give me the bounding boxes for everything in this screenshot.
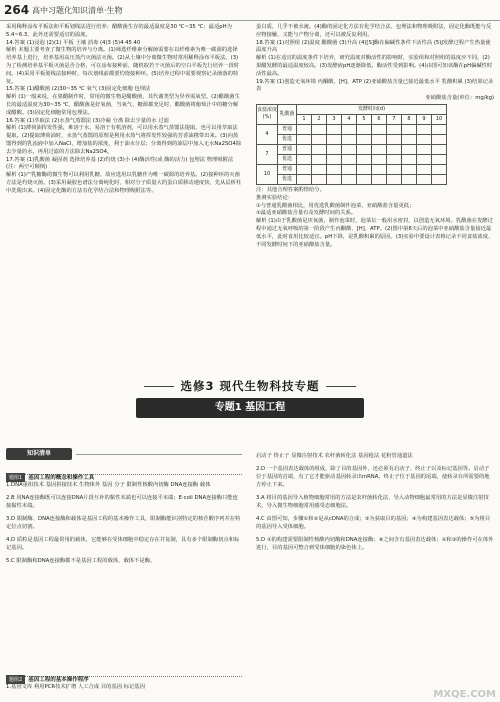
paragraph: 解析 (1)一般来说，在果醋制作时，常用的微生物是醋酸菌，其代谢类型为异养需氧型。(2)醋酸菌生长的最适温度为30~35 ℃，醋酸菌是好氧菌，当氧气、糖源都充足时，醋酸菌将葡萄汁中的糖分解成醋酸。(3)固定化细胞常用包埋法。: [6, 94, 240, 116]
paragraph: 2.D 一个基因表达载体的组成，除了目的基因外，还必须有启动子、终止子以及标记基因等。启动子位于基因的首端，有了它才能驱动基因转录出mRNA。终止子位于基因的尾端，使转录在所需要的地方停止下来。: [256, 466, 490, 488]
value-cell: [417, 134, 432, 144]
results-table: [256, 104, 447, 185]
paragraph: 15.答案 (1)醋酸菌 (2)30~35 ℃ 氧气 (3)固定化细胞 包埋法: [6, 86, 151, 93]
paragraph: 注：其他合理答案酌情给分。: [256, 186, 325, 193]
value-cell: [342, 144, 357, 154]
value-cell: [312, 144, 327, 154]
value-cell: [327, 144, 342, 154]
value-cell: [372, 144, 387, 154]
day-header: 1: [297, 114, 312, 124]
paragraph: 16.答案 (1)萃取法 (2)水蒸气蒸馏法 (3)冷凝 分离 除去少量的水 过滤: [6, 117, 169, 124]
table-row: [257, 124, 447, 134]
day-header: 7: [387, 114, 402, 124]
paragraph: 3.D 限制酶、DNA连接酶和载体是基因工程的基本操作工具，限制酶能识别特定的核苷酸序列并在特定位点切割。: [6, 516, 241, 531]
salt-cell: 7: [257, 144, 278, 164]
paragraph: 1.基因文库 利用PCR技术扩增 人工合成 目的基因 标记基因: [6, 684, 145, 691]
value-cell: [327, 154, 342, 164]
value-cell: [297, 124, 312, 134]
bacteria-cell: 优选: [278, 134, 297, 144]
paragraph: 推测实验结论：: [256, 194, 294, 201]
value-cell: [297, 174, 312, 184]
divider: [76, 454, 242, 455]
value-cell: [417, 144, 432, 154]
value-cell: [402, 174, 417, 184]
value-cell: [357, 164, 372, 174]
value-cell: [402, 124, 417, 134]
value-cell: [297, 154, 312, 164]
paragraph: 解析 (1)在适宜的温度条件下培养，研究温度对酶活性的影响时，实验组和对照组的温度应不同。(2)果醋发酵的最适温度较高。(3)发酵液pH逐渐降低，酶活性受到影响。(4)由图可知该酶在pH偏碱性时活性最高。: [256, 55, 493, 77]
day-header: 4: [342, 114, 357, 124]
right-column-bottom: [256, 448, 494, 558]
day-header: 9: [417, 114, 432, 124]
value-cell: [432, 154, 447, 164]
book-title: 高中习题化知识清单·生物: [32, 6, 123, 15]
table-row: [257, 174, 447, 184]
paragraph: 蛋白质，几乎不被水淹。(4)酶的固定化方法有化学结合法、包埋法和物理吸附法，固定化酶既能与反应物接触，又能与产物分离，还可以被反复利用。: [256, 24, 492, 38]
day-header: 10: [432, 114, 447, 124]
bacteria-cell: 优选: [278, 174, 297, 184]
value-cell: [417, 164, 432, 174]
left-column-top: [6, 24, 242, 196]
paragraph: 解析 (1)薄荷油挥发性强，难溶于水，易溶于有机溶剂，可以用水蒸气蒸馏法提取，也可以用萃取法提取。(2)提取薄荷油时，水蒸气蒸馏的原理是利用水蒸气将挥发性较强的芳香油携带出来。(3)向蒸馏得到的乳浊液中加入NaCl，增加盐的浓度，利于油水分层；分离得到的油层中加入无水Na2SO4除去少量的水，再用过滤的方法除去Na2SO4。: [6, 125, 242, 155]
value-cell: [327, 124, 342, 134]
value-cell: [297, 144, 312, 154]
value-cell: [327, 174, 342, 184]
value-cell: [327, 164, 342, 174]
day-header: 6: [372, 114, 387, 124]
value-cell: [417, 174, 432, 184]
table-head-salt: 食盐浓度(%): [257, 104, 278, 124]
paragraph: 1.DNA重组技术 基因拼接技术 生物体外 基因 分子 限制性核酸内切酶 DNA连接酶 载体: [6, 482, 211, 489]
value-cell: [357, 174, 372, 184]
paragraph: 解析 (1)由于乳酸菌是厌氧菌，制作泡菜时，泡菜坛一般用水密封，以创造无氧环境。乳酸菌在发酵过程中通过无氧呼吸的第一阶段产生丙酮酸、[H]、ATP。(2)图中第8天后的泡菜中亚硝酸盐含量接近最低水平，此时食用比较适宜。pH下降，是乳酸积累的原因。(3)实验中要设计表格记录不同食盐浓度、不同发酵时间下的亚硝酸盐含量。: [256, 218, 494, 248]
value-cell: [387, 164, 402, 174]
day-header: 2: [312, 114, 327, 124]
table-row: [257, 134, 447, 144]
table-title: 亚硝酸盐含量(单位：mg/kg): [425, 95, 494, 102]
value-cell: [342, 164, 357, 174]
value-cell: [372, 134, 387, 144]
bacteria-cell: 优选: [278, 154, 297, 164]
bacteria-cell: 普通: [278, 144, 297, 154]
value-cell: [387, 174, 402, 184]
value-cell: [372, 164, 387, 174]
page-number: 264: [4, 3, 30, 17]
value-cell: [432, 164, 447, 174]
paragraph: 14.答案 (1)浸泡 (2)(1) 平板 土壤 消毒 (4)3 (5)4 45 40: [6, 39, 141, 46]
paragraph: 4.C 由图可知，步骤①和②是从cDNA的合成；③为获取目的基因；④为构建基因表达载体；⑤为将目的基因导入受体细胞。: [256, 515, 491, 530]
value-cell: [312, 124, 327, 134]
value-cell: [297, 164, 312, 174]
table-row: [257, 154, 447, 164]
paragraph: 19.答案 (1)创造无氧环境 丙酮酸、[H]、ATP (2)亚硝酸盐含量已接近最低水平 乳酸积累 (3)结果记录表: [256, 78, 494, 93]
right-column-top: [256, 24, 494, 249]
paragraph: 18.答案 (1)对照组 (2)温度 醋酸菌 (3)升高 (4)[S]酶在偏碱性条件下活性高 (5)J发酵过程产生热量使温度升高: [256, 39, 491, 54]
value-cell: [387, 154, 402, 164]
salt-cell: 4: [257, 124, 278, 144]
bacteria-cell: 普通: [278, 164, 297, 174]
value-cell: [312, 134, 327, 144]
value-cell: [402, 154, 417, 164]
paragraph: 采用稀释涂布平板法和平板划线法进行培养；醋酸菌生存的最适温度是30 ℃~35 ℃；最适pH为5.4~6.3，此外还需要适宜的温度。: [6, 24, 232, 38]
value-cell: [357, 124, 372, 134]
day-header: 5: [357, 114, 372, 124]
value-cell: [312, 154, 327, 164]
table-head-bacteria: 乳酸菌: [278, 104, 297, 124]
group-heading-2: 题组2 基因工程的基本操作程序: [6, 666, 242, 677]
value-cell: [372, 154, 387, 164]
value-cell: [327, 134, 342, 144]
group-heading-1: 题组1 基因工程的概念和操作工具: [6, 464, 242, 475]
paragraph: ①与普通乳酸菌相比，用优选乳酸菌制作泡菜，亚硝酸盐含量更低；: [256, 202, 415, 209]
paragraph: 解析 (1)产乳糖酶的微生物可以利用乳糖，故应选用以乳糖作为唯一碳源的培养基。(2)接种环的灭菌方法是灼烧灭菌。(3)采用凝胶色谱法分离纯化时，相对分子质量大的蛋白质移动速度快，先从层析柱中洗脱出来。(4)固定化酶的方法有化学结合法和物理吸附法等。: [6, 172, 242, 194]
value-cell: [342, 154, 357, 164]
topic-band: 专题1 基因工程: [136, 398, 364, 418]
salt-cell: 10: [257, 164, 278, 184]
value-cell: [372, 124, 387, 134]
page-header: [0, 0, 500, 21]
paragraph: 2.B 用NA连接酶既可以连接DNA片段互补的黏性末端也可以连接平末端；E·coli DNA连接酶只能连接黏性末端。: [6, 495, 238, 510]
value-cell: [432, 174, 447, 184]
value-cell: [402, 144, 417, 154]
section-label: 知识清单: [6, 448, 72, 460]
watermark: MXQE.COM: [433, 689, 496, 700]
value-cell: [417, 124, 432, 134]
value-cell: [312, 174, 327, 184]
value-cell: [387, 124, 402, 134]
paragraph: 解析 本题主要考查了微生物的培养与分离。(1)筛选纤维素分解菌需要在以纤维素为唯一碳源的选择培养基上进行，培养基用高压蒸汽灭菌法灭菌。(2)从土壤中分离微生物时常用稀释涂布平板法。(3)为了检测培养基平板灭菌是否合格，可在涂布接种前，随机取若干灭菌后的空白平板先行培养一段时间。(4)采用平板划线法接种时，每次划线前都要灼烧接种环。(5)培养过程中需要观察记录菌落的特征。: [6, 47, 240, 85]
module-heading: [6, 378, 494, 438]
value-cell: [357, 144, 372, 154]
value-cell: [432, 134, 447, 144]
paragraph: 17.答案 (1)乳酸菌 凝固剂 选择培养基 (2)灼烧 (3)小 (4)酶活性(或 酶的活力) 包埋法 物理吸附法(注：两空可颠倒): [6, 156, 234, 171]
value-cell: [387, 134, 402, 144]
value-cell: [297, 134, 312, 144]
value-cell: [312, 164, 327, 174]
bacteria-cell: 普通: [278, 124, 297, 134]
value-cell: [432, 144, 447, 154]
value-cell: [387, 144, 402, 154]
paragraph: 4.D 质粒是基因工程最常用的载体，它能够在受体细胞中稳定存在并复制，具有多个限制酶切点和标记基因。: [6, 537, 240, 551]
value-cell: [357, 154, 372, 164]
value-cell: [342, 174, 357, 184]
left-column-last: [6, 679, 242, 697]
paragraph: ②最适亚硝酸盐含量有及发酵时间的关系。: [256, 210, 357, 217]
value-cell: [402, 164, 417, 174]
value-cell: [342, 134, 357, 144]
table-row: [257, 164, 447, 174]
table-row: [257, 144, 447, 154]
table-head-time: 发酵时间(d): [297, 104, 447, 114]
value-cell: [357, 134, 372, 144]
value-cell: [342, 124, 357, 134]
value-cell: [372, 174, 387, 184]
day-header: 3: [327, 114, 342, 124]
paragraph: 启动子 终止子 显微注射技术 农杆菌转化法 基因枪法 花粉管通道法: [256, 453, 413, 460]
day-header: 8: [402, 114, 417, 124]
paragraph: 5.D ②的构建需要限制性核酸内切酶和DNA连接酶；⑧之间含有基因表达载体；②和③的操作可在体外进行，目的基因可整合到受体细胞的染色体上。: [256, 536, 494, 551]
value-cell: [432, 124, 447, 134]
module-title: 选修3 现代生物科技专题: [106, 378, 394, 394]
value-cell: [417, 154, 432, 164]
paragraph: 5.C 限制酶和DNA连接酶都不是基因工程的载体，载体不是酶。: [6, 558, 156, 565]
value-cell: [402, 134, 417, 144]
paragraph: 3.A 将目的基因导入植物细胞常用的方法是农杆菌转化法，导入动物细胞最常用的方法是显微注射技术，导入微生物细胞常用感受态细胞法。: [256, 495, 489, 509]
left-column-bottom: [6, 477, 242, 571]
